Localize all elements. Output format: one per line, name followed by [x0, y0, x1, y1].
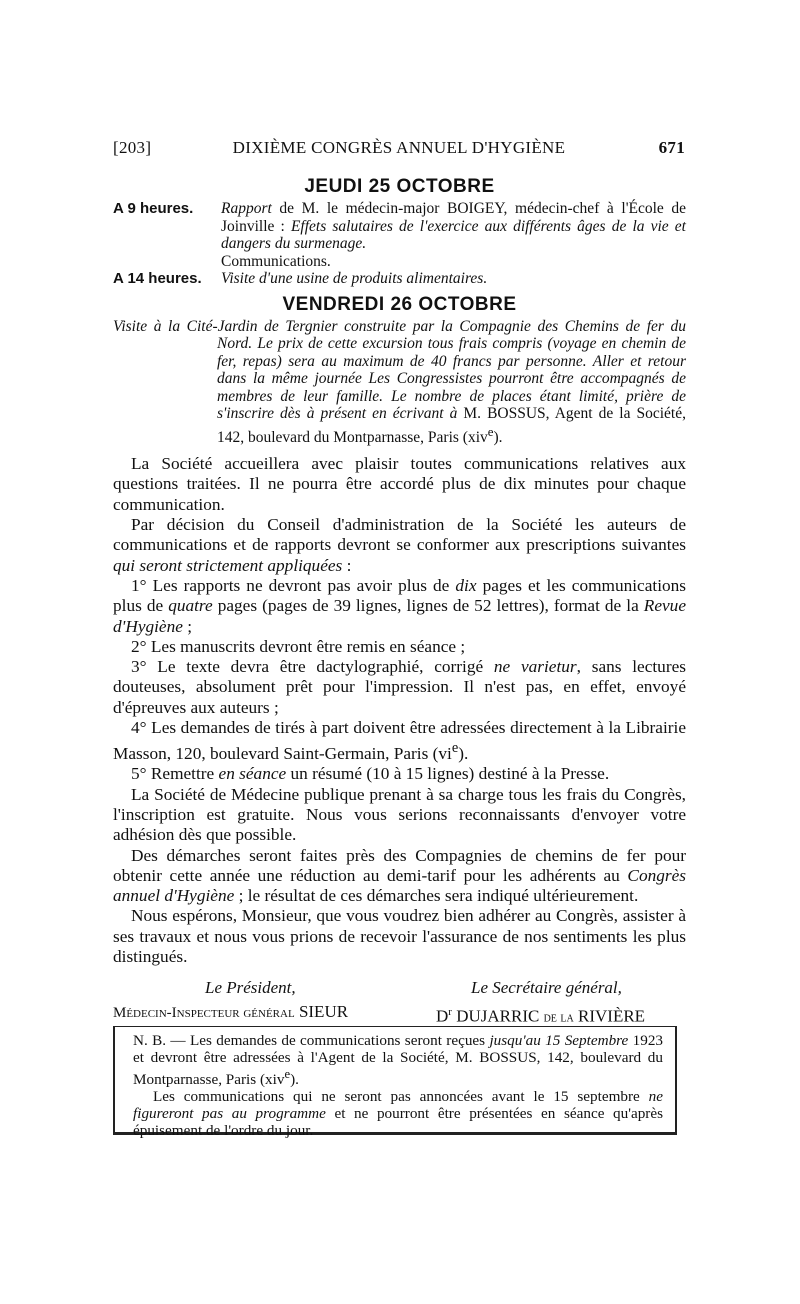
president-title: Le Président, — [205, 978, 296, 998]
text-run: ). — [458, 744, 469, 764]
text-run: qui seront strictement appliquées — [113, 555, 343, 575]
journal-title: DIXIÈME CONGRÈS ANNUEL D'HYGIÈNE — [232, 138, 566, 157]
rule-4 — [113, 718, 686, 764]
president-name: SIEUR — [294, 1002, 349, 1022]
day-heading-vendredi: VENDREDI 26 OCTOBRE — [282, 293, 517, 315]
text-run: , sans lectures douteuses, absolument prêt pour l'impression. Il n'est pas, en effet, envoyé d'épreuves aux auteurs ; — [113, 657, 686, 717]
paragraph-registration: La Société de Médecine publique prenant à sa charge tous les frais du Congrès, l'inscription est gratuite. Nous vous serions reconnaissants d'envoyer votre adhésion dès que possible. — [113, 784, 686, 845]
paragraph-rules-intro — [113, 515, 686, 576]
signature-block — [113, 977, 686, 1026]
rule-2: 2° Les manuscrits devront être remis en séance ; — [131, 636, 466, 656]
text-run: ne figureront pas au programme — [133, 1088, 663, 1123]
text-run: en séance — [218, 764, 287, 784]
president-rank: Médecin-Inspecteur général — [113, 1005, 295, 1022]
text-run: 3° Le texte devra être dactylographié, corrigé — [131, 657, 494, 677]
schedule-time: A 9 heures. — [113, 200, 194, 217]
schedule-time: A 14 heures. — [113, 270, 202, 287]
rapport-label: Rapport — [221, 200, 272, 217]
text-run: 1923 et devront être adressées à l'Agent de la Société, M. BOSSUS, 142, boulevard du Montparnasse, Paris (xiv — [133, 1032, 664, 1089]
text-run: ; le résultat de ces démarches sera indiqué ultérieurement. — [234, 886, 639, 906]
superscript: e — [451, 740, 459, 757]
superscript: e — [284, 1067, 291, 1081]
text-run: pages (pages de 39 lignes, lignes de 52 lettres), format de la — [212, 596, 644, 616]
day-heading-jeudi: JEUDI 25 OCTOBRE — [304, 176, 495, 197]
secretary-title: Le Secrétaire général, — [471, 978, 622, 998]
rule-5 — [113, 764, 686, 784]
paragraph-travel — [113, 846, 686, 907]
excursion-paragraph — [113, 318, 686, 447]
superscript: e — [487, 423, 494, 439]
nb-deadline — [133, 1032, 663, 1088]
text-run: N. B. — Les demandes de communications seront reçues — [133, 1032, 490, 1049]
text-run: dix — [455, 575, 477, 595]
main-content — [113, 172, 686, 1026]
text-run: 4° Les demandes de tirés à part doivent être adressées directement à la Librairie Masson, 120, boulevard Saint-Germain, Paris (vi — [113, 718, 686, 764]
text-run: 1° Les rapports ne devront pas avoir plus de — [131, 575, 456, 595]
nota-bene-box — [113, 1026, 677, 1140]
visit-text: Visite d'une usine de produits alimentaires. — [221, 270, 488, 287]
text-run: ; — [182, 616, 193, 636]
excursion-contact: M. BOSSUS, Agent de la Société, 142, boulevard du Montparnasse, Paris (xiv — [217, 405, 686, 446]
text-run: pages et les communications plus de — [113, 575, 686, 616]
schedule-item-9h — [113, 200, 686, 270]
secretary-name: RIVIÈRE — [573, 1007, 646, 1026]
text-run: un résumé (10 à 15 lignes) destiné à la Presse. — [286, 764, 610, 784]
schedule-description — [221, 200, 686, 270]
rule-1 — [113, 576, 686, 637]
schedule-description — [221, 270, 686, 288]
text-run: ). — [290, 1071, 299, 1089]
text-run: Revue d'Hygiène — [113, 596, 686, 636]
page-number: 671 — [658, 138, 685, 157]
body-text — [113, 454, 686, 967]
president-signature — [113, 1001, 348, 1024]
rapport-author: de M. le médecin-major BOIGEY, médecin-chef à l'École de Joinville : — [221, 200, 686, 235]
text-run: 5° Remettre — [131, 764, 219, 784]
excursion-text: Visite à la Cité-Jardin de Tergnier construite par la Compagnie des Chemins de fer du Nord. Le prix de cette excursion tous frais compris (voyage en chemin de fer, repas) sera au maximum de 40 francs par personne. Aller et retour dans la même journée Les Congressistes pourront être accompagnés de membres de leur famille. Le nombre de places étant limité, prière de s'inscrire dès à présent en écrivant à — [113, 317, 686, 422]
communications-label: Communications. — [221, 252, 331, 270]
text-run: quatre — [168, 596, 213, 616]
paragraph-closing: Nous espérons, Monsieur, que vous voudrez bien adhérer au Congrès, assister à ses travaux et nous vous prions de recevoir l'assurance de nos sentiments les plus distingués. — [113, 906, 686, 967]
text-run: et ne pourront être présentées en séance qu'après épuisement de l'ordre du jour. — [133, 1105, 663, 1140]
text-run: Congrès annuel d'Hygiène — [113, 865, 686, 906]
page-reference: [203] — [113, 138, 152, 157]
superscript: r — [448, 1006, 452, 1019]
secretary-name: DUJARRIC — [451, 1007, 544, 1026]
paragraph-welcome: La Société accueillera avec plaisir toutes communications relatives aux questions traitées. Il ne pourra être accordé plus de dix minutes pour chaque communication. — [113, 454, 686, 514]
rapport-title: Effets salutaires de l'exercice aux différents âges de la vie et dangers du surmenage. — [221, 217, 686, 252]
text-run: ne varietur — [493, 657, 577, 677]
nb-late-communications — [133, 1088, 663, 1139]
text-run: Des démarches seront faites près des Compagnies de chemins de fer pour obtenir cette année une réduction au demi-tarif pour les adhérents au — [113, 845, 686, 885]
secretary-particle: de la — [543, 1011, 574, 1026]
text-run: jusqu'au 15 Septembre — [489, 1032, 629, 1049]
text-run: Par décision du Conseil d'administration de la Société les auteurs de communications et de rapports devront se conformer aux prescriptions suivantes — [113, 515, 686, 555]
rule-3 — [113, 657, 686, 718]
secretary-prefix: D — [436, 1007, 449, 1026]
text-run: Les communications qui ne seront pas annoncées avant le 15 septembre — [153, 1088, 649, 1106]
schedule-item-14h — [113, 270, 686, 288]
text-run: : — [342, 555, 352, 575]
excursion-end: ). — [493, 428, 503, 446]
